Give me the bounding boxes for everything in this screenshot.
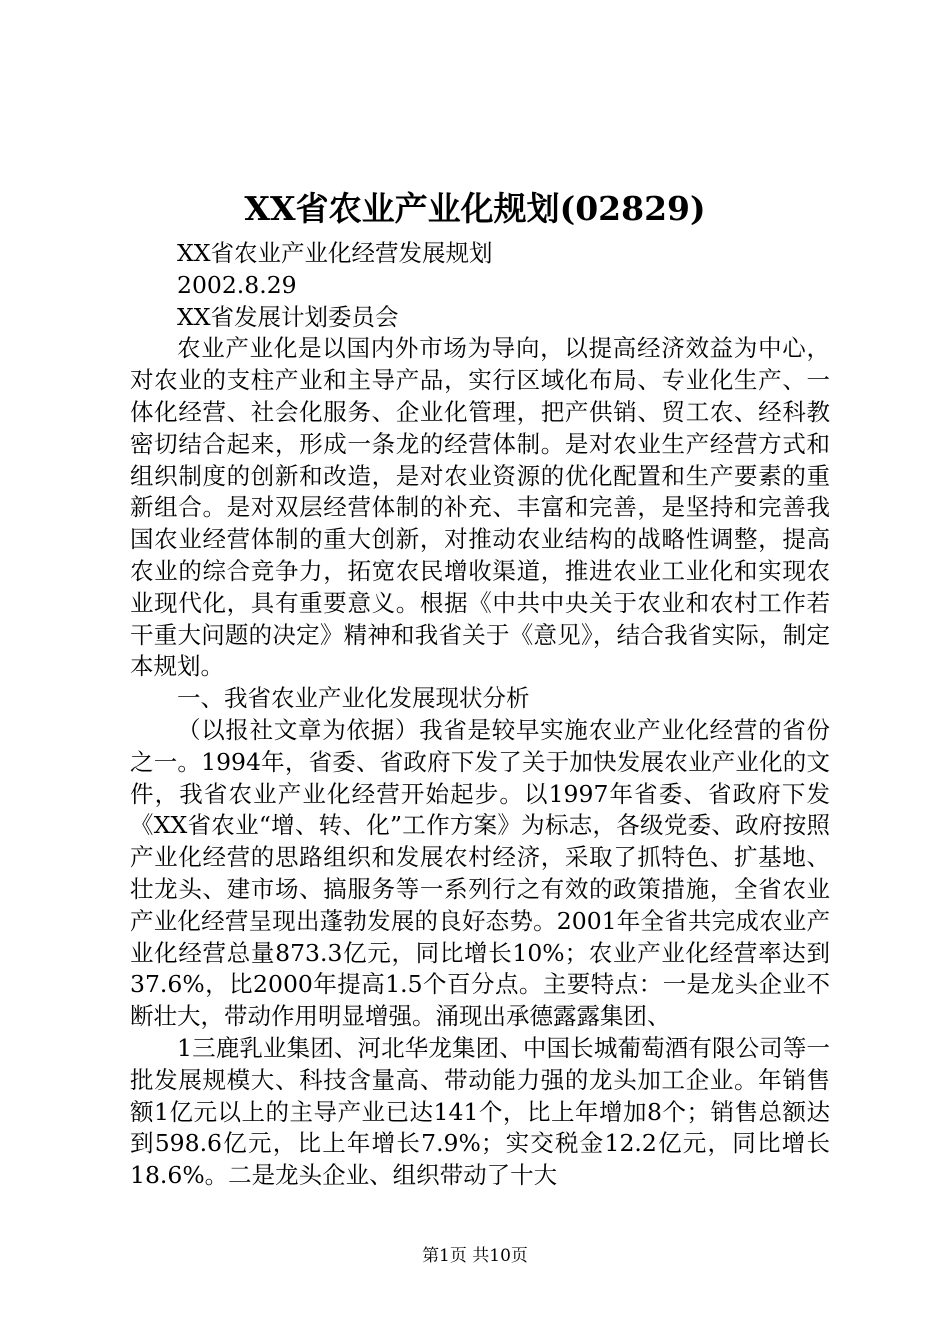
document-issuer: XX省发展计划委员会 [177, 302, 399, 331]
document-date: 2002.8.29 [177, 270, 297, 299]
document-title: XX省农业产业化规划(02829) [244, 189, 706, 228]
paragraph-status: （以报社文章为依据）我省是较早实施农业产业化经营的省份之一。1994年，省委、省政府下发了关于加快发展农业产业化的文件，我省农业产业化经营开始起步。以1997年省委、省政府下发《XX省农业“增、转、化”工作方案》为标志，各级党委、政府按照产业化经营的思路组织和发展农村经济，采取了抓特色、扩基地、壮龙头、建市场、搞服务等一系列行之有效的政策措施，全省农业产业化经营呈现出蓬勃发展的良好态势。2001年全省共完成农业产业化经营总量873.3亿元，同比增长10%；农业产业化经营率达到37.6%，比2000年提高1.5个百分点。主要特点：一是龙头企业不断壮大，带动作用明显增强。涌现出承德露露集团、 [130, 715, 830, 1031]
section-heading: 一、我省农业产业化发展现状分析 [177, 684, 530, 713]
paragraph-enterprises: 1三鹿乳业集团、河北华龙集团、中国长城葡萄酒有限公司等一批发展规模大、科技含量高、带动能力强的龙头加工企业。年销售额1亿元以上的主导产业已达141个，比上年增加8个；销售总额达到598.6亿元，比上年增长7.9%；实交税金12.2亿元，同比增长18.6%。二是龙头企业、组织带动了十大 [130, 1033, 830, 1190]
page-footer: 第1页 共10页 [422, 1246, 528, 1266]
document-subtitle: XX省农业产业化经营发展规划 [177, 239, 493, 267]
paragraph-intro: 农业产业化是以国内外市场为导向，以提高经济效益为中心，对农业的支柱产业和主导产品，实行区域化布局、专业化生产、一体化经营、社会化服务、企业化管理，把产供销、贸工农、经科教密切结合起来，形成一条龙的经营体制。是对农业生产经营方式和组织制度的创新和改造，是对农业资源的优化配置和生产要素的重新组合。是对双层经营体制的补充、丰富和完善，是坚持和完善我国农业经营体制的重大创新，对推动农业结构的战略性调整，提高农业的综合竞争力，拓宽农民增收渠道，推进农业工业化和实现农业现代化，具有重要意义。根据《中共中央关于农业和农村工作若干重大问题的决定》精神和我省关于《意见》，结合我省实际，制定本规划。 [130, 334, 830, 681]
document-body [130, 238, 830, 1192]
